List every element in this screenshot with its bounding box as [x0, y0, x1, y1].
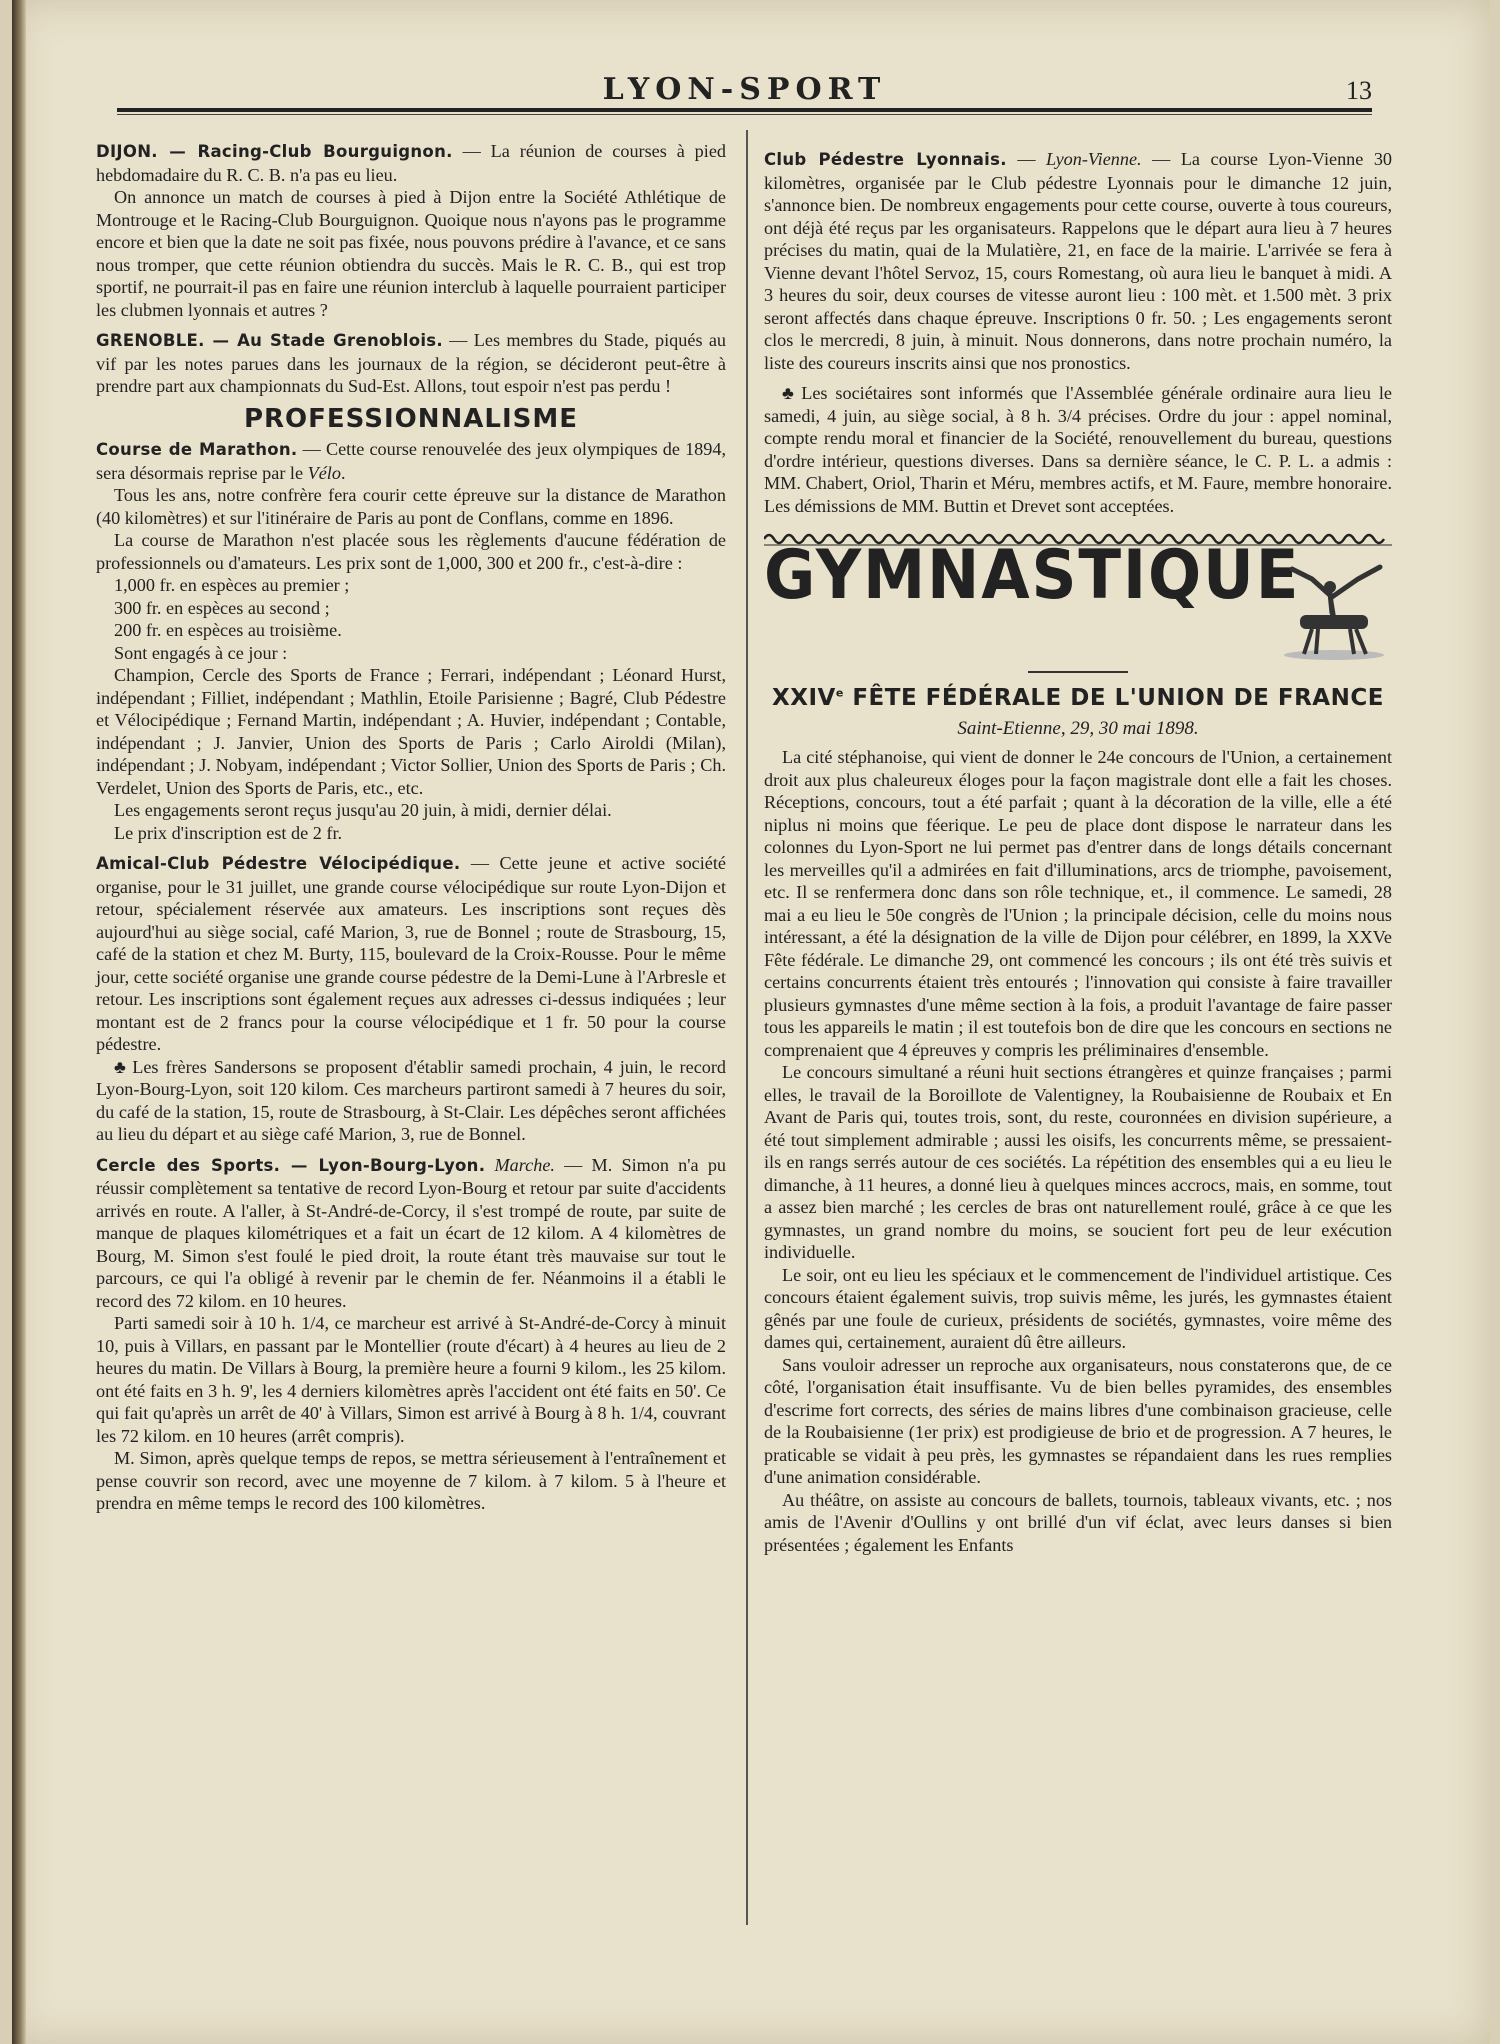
marathon-paragraph-5: Champion, Cercle des Sports de France ; Ferrari, indépendant ; Léonard Hurst, indépendant ; Filliet, indépendant ; Mathlin, Etoile Parisienne ; Bagré, Club Pédestre et Vélocipédique ; Fernand Martin, indépendant ; A. Huvier, indépendant ; Contable, indépendant ; J. Janvier, Union des Sports de Paris ; Carlo Airoldi (Milan), indépendant ; J. Nobyam, indépendant ; Victor Sollier, Union des Sports de Paris ; Ch. Verdelet, Union des Sports de Paris, etc., etc. [96, 665, 726, 798]
newspaper-page [12, 0, 1490, 2044]
left-column [96, 140, 726, 1515]
cercle-text: — M. Simon n'a pu réussir complètement sa tentative de record Lyon-Bourg et retour par suite d'accidents arrivés en route. A l'aller, à St-André-de-Corcy, il s'est trompé de route, par suite de manque de plaques kilométriques et a fait un écart de 12 kilom. A 4 kilomètres de Bourg, M. Simon s'est foulé le pied droit, la route étant très mauvaise sur tout le parcours, ce qui l'a obligé à revenir par le chemin de fer. Néanmoins il a établi le record des 72 kilom. en 10 heures. [96, 1154, 727, 1311]
cercle-paragraph-2: Parti samedi soir à 10 h. 1/4, ce marcheur est arrivé à St-André-de-Corcy à minuit 10, puis à Villars, en passant par le Montellier (route d'écart) à 4 heures au lieu de 2 heures du matin. De Villars à Bourg, la première heure a fourni 9 kilom., les 25 kilom. ont été faits en 3 h. 9', les 4 derniers kilomètres après l'accident ont été faits en 50'. Ce qui fait qu'après un arrêt de 40' à Villars, Simon est arrivé à Bourg à 8 h. 1/4, couvrant les 72 kilom. en 10 heures (arrêt compris). [96, 1313, 726, 1446]
amical-heading: Amical-Club Pédestre Vélocipédique. [96, 854, 461, 873]
fete-paragraph-1: La cité stéphanoise, qui vient de donner le 24e concours de l'Union, a certainement droit aux plus chaleureux éloges pour la façon magistrale dont elle a fait les choses. Réceptions, concours, tout a été parfait ; quant à la décoration de la ville, elle a été niplus ni moins que féerique. Le peu de place dont dispose le narrateur dans les colonnes du Lyon-Sport ne lui permet pas d'entrer dans de longs détails concernant les merveilles qu'il a admirées en fait d'illuminations, arcs de triomphe, pavoisement, etc. Il se renfermera donc dans son rôle technique, et., il commence. Le samedi, 28 mai a eu lieu le 50e congrès de l'Union ; la principale décision, celle du moins nous intéressant, a été la désignation de la ville de Dijon pour célébrer, en 1899, la XXVe Fête fédérale. Le dimanche 29, ont commencé les concours ; ils ont été très suivis et certains concurrents étaient très entourés ; l'innovation qui consiste à faire travailler plusieurs gymnastes d'une même section à la fois, a produit l'avantage de faire passer tous les appareils le matin ; il est toutefois bon de dire que les concours en sections ne comprenaient que 4 épreuves y compris les préliminaires d'ensemble. [764, 747, 1392, 1060]
right-column [764, 148, 1392, 1556]
fete-paragraph-3: Le soir, ont eu lieu les spéciaux et le commencement de l'individuel artistique. Ces concours étaient également suivis, trop suivis même, les jurés, les gymnastes étaient gênés par une foule de curieux, présidents de sociétés, gymnastes, voire même des dames qui, certainement, auraient dû être ailleurs. [764, 1264, 1392, 1352]
grenoble-paragraph [96, 329, 726, 398]
cercle-paragraph [96, 1154, 726, 1313]
gymnast-on-pommel-horse-icon [1272, 557, 1392, 662]
section-title-professionnalisme: PROFESSIONNALISME [243, 403, 578, 434]
page-number: 13 [1346, 76, 1372, 105]
header-rule-thin [117, 114, 1372, 115]
fete-paragraph-5: Au théâtre, on assiste au concours de ballets, tournois, tableaux vivants, etc. ; nos amis de l'Avenir d'Oullins y ont brillé d'un vif éclat, avec leurs danses si bien présentées ; également les Enfants [764, 1489, 1392, 1555]
fete-title [764, 687, 1392, 710]
fete-title-sup: e [835, 686, 844, 700]
amical-paragraph-2 [96, 1056, 726, 1146]
header-rule [117, 108, 1372, 112]
section-title-gymnastique: GYMNASTIQUE [764, 536, 1301, 615]
prize-item: 200 fr. en espèces au troisième. [114, 620, 342, 640]
column-divider [746, 130, 748, 1925]
prize-item: 300 fr. en espèces au second ; [114, 597, 330, 618]
marathon-paragraph-7: Le prix d'inscription est de 2 fr. [114, 822, 343, 843]
cpl-text-2: Les sociétaires sont informés que l'Assemblée générale ordinaire aura lieu le samedi, 4 juin, au siège social, à 8 h. 3/4 précises. Ordre du jour : appel nominal, compte rendu moral et financier de la Société, renouvellement du bureau, questions d'ordre intérieur, questions diverses. Dans sa dernière séance, le C. P. L. a admis : MM. Chabert, Oriol, Tharin et Méru, membres actifs, et M. Faure, membre honoraire. Les démissions de MM. Buttin et Drevet sont acceptées. [764, 383, 1392, 516]
club-ornament-icon: ♣ [782, 383, 798, 403]
fete-title-roman: XXIV [772, 685, 836, 711]
marathon-text: — Cette course renouvelée des jeux olympiques de 1894, sera désormais reprise par le [96, 439, 727, 483]
club-ornament-icon: ♣ [114, 1056, 129, 1077]
fete-paragraph-2: Le concours simultané a réuni huit sections étrangères et quinze françaises ; parmi elles, le travail de la Boroillote de Valentigney, la Roubaisienne de Roubaix et En Avant de Paris qui, toutes trois, sont, du reste, couronnées en division supérieure, a été tout simplement admirable ; aussi les oisifs, les concurrents même, se pressaient-ils en rangs serrés autour de ces sociétés. La répétition des ensembles qui a eu lieu le dimanche, à 11 heures, a donné lieu à quelques minces accrocs, mais, en somme, tout a assez bien marché ; les cercles de bras ont naturellement roulé, grâce à ce que les gymnastes, un grand nombre du moins, se soucient fort peu de leur exécution individuelle. [764, 1062, 1392, 1262]
dijon-text: — La réunion de courses à pied hebdomadaire du R. C. B. n'a pas eu lieu. [96, 141, 726, 185]
marathon-paragraph-6: Les engagements seront reçus jusqu'au 20 juin, à midi, dernier délai. [114, 800, 612, 820]
marathon-text-end: . [340, 462, 346, 483]
marathon-paragraph-3: La course de Marathon n'est placée sous les règlements d'aucune fédération de professionnels ou d'amateurs. Les prix sont de 1,000, 300 et 200 fr., c'est-à-dire : [96, 530, 726, 573]
marathon-paragraph-2: Tous les ans, notre confrère fera courir cette épreuve sur la distance de Marathon (40 kilomètres) et sur l'itinéraire de Paris au pont de Conflans, comme en 1896. [96, 485, 726, 528]
gymnastique-banner [764, 536, 1392, 667]
dijon-heading: DIJON. — Racing-Club Bourguignon. [96, 142, 453, 161]
fete-title-text: FÊTE FÉDÉRALE DE L'UNION DE FRANCE [843, 685, 1384, 711]
cpl-paragraph-2 [764, 382, 1392, 517]
grenoble-text: — Les membres du Stade, piqués au vif par les notes parues dans les journaux de la région, se décideront peut-être à prendre part aux championnats du Sud-Est. Allons, tout espoir n'est pas perdu ! [96, 330, 726, 396]
amical-text: — Cette jeune et active société organise, pour le 31 juillet, une grande course vélocipédique sur route Lyon-Dijon et retour, spécialement réservée aux amateurs. Les inscriptions sont reçues dès aujourd'hui au siège social, café Marion, 3, rue de Bonnel ; route de Strasbourg, 15, café de la station et chez M. Burty, 115, boulevard de la Croix-Rousse. Pour le même jour, cette société organise une grande course pédestre de la Demi-Lune à l'Arbresle et retour. Les inscriptions sont également reçues aux adresses ci-dessus indiquées ; leur montant est de 2 francs pour la course vélocipédique et 1 fr. 50 pour la course pédestre. [96, 853, 727, 1054]
cercle-paragraph-3: M. Simon, après quelque temps de repos, se mettra sérieusement à l'entraînement et pense couvrir son record, avec une moyenne de 7 kilom. à 7 kilom. 5 à l'heure et prendra en même temps le record des 100 kilomètres. [96, 1448, 726, 1513]
amical-paragraph [96, 852, 726, 1056]
fete-subtitle: Saint-Etienne, 29, 30 mai 1898. [957, 717, 1199, 739]
cercle-heading: Cercle des Sports. — Lyon-Bourg-Lyon. [96, 1155, 486, 1175]
marathon-heading: Course de Marathon. [96, 440, 298, 459]
fete-paragraph-4: Sans vouloir adresser un reproche aux organisateurs, nous constaterons que, de ce côté, l'organisation était insuffisante. Vu de bien belles pyramides, des ensembles d'escrime fort corrects, des séries de mains libres d'une combinaison gracieuse, celle de la Roubaisienne (1er prix) est prodigieuse de brio et de progression. A 7 heures, le praticable se vidait à peu près, les gymnastes se répandaient dans les rues remplies d'une animation considérable. [764, 1354, 1392, 1487]
grenoble-heading: GRENOBLE. — Au Stade Grenoblois. [96, 331, 443, 350]
cercle-marche: Marche. [494, 1154, 555, 1175]
title-rule [1028, 671, 1128, 673]
marathon-paragraph-4: Sont engagés à ce jour : [114, 642, 288, 663]
amical-text-2: Les frères Sandersons se proposent d'établir samedi prochain, 4 juin, le record Lyon-Bourg-Lyon, soit 120 kilom. Ces marcheurs partiront samedi à 7 heures du soir, du café de la station, 15, route de Strasbourg, à St-Clair. Les dépêches seront affichées au lieu du départ et au siège café Marion, 3, rue de Bonnel. [96, 1056, 727, 1144]
cpl-text: — La course Lyon-Vienne 30 kilomètres, organisée par le Club pédestre Lyonnais pour le dimanche 12 juin, s'annonce bien. De nombreux engagements pour cette course, ouverte à tous coureurs, ont déjà été reçus par les organisateurs. Rappelons que le départ aura lieu à 7 heures précises du matin, quai de la Mulatière, 21, en face de la mairie. L'arrivée se fera à Vienne devant l'hôtel Servoz, 15, cours Romestang, où aura lieu le banquet à midi. A 3 heures du soir, deux courses de vitesse auront lieu : 100 mèt. et 1.500 mèt. 3 prix seront affectés dans chaque épreuve. Inscriptions 0 fr. 50. ; Les engagements seront clos le mercredi, 8 juin, à minuit. Nous donnerons, dans notre prochain numéro, la liste des coureurs inscrits ainsi que nos pronostics. [764, 149, 1393, 373]
page-header [117, 68, 1372, 112]
masthead-title: LYON-SPORT [602, 72, 887, 107]
binding-spine [12, 0, 26, 2044]
cpl-paragraph: Club Pédestre Lyonnais. — Lyon-Vienne. — La course Lyon-Vienne 30 kilomètres, organisée par le Club pédestre Lyonnais pour le dimanche 12 juin, s'annonce bien. De nombreux engagements pour cette course, ouverte à tous coureurs, ont déjà été reçus par les organisateurs. Rappelons que le départ aura lieu à 7 heures précises du matin, quai de la Mulatière, 21, en face de la mairie. L'arrivée se fera à Vienne devant l'hôtel Servoz, 15, cours Romestang, où aura lieu le banquet à midi. A 3 heures du soir, deux courses de vitesse auront lieu : 100 mèt. et 1.500 mèt. 3 prix seront affectés dans chaque épreuve. Inscriptions 0 fr. 50. ; Les engagements seront clos le mercredi, 8 juin, à minuit. Nous donnerons, dans notre prochain numéro, la liste des coureurs inscrits ainsi que nos pronostics. [764, 149, 1393, 373]
cpl-lyon-vienne: Lyon-Vienne. [1046, 149, 1142, 169]
prize-item: 1,000 fr. en espèces au premier ; [114, 575, 350, 595]
marathon-paragraph [96, 438, 726, 484]
cpl-heading: Club Pédestre Lyonnais. [764, 150, 1007, 169]
dijon-paragraph [96, 140, 726, 186]
velo-title: Vélo [307, 462, 341, 483]
dijon-paragraph-2: On annonce un match de courses à pied à Dijon entre la Société Athlétique de Montrouge et le Racing-Club Bourguignon. Quoique nous n'ayons pas le programme encore et bien que la date ne soit pas fixée, nous pouvons prédire à l'avance, et ce sans nous tromper, que cette réunion obtiendra du succès. Mais le R. C. B., qui est trop sportif, ne pourrait-il pas en faire une réunion interclub à laquelle pourraient participer les clubmen lyonnais et autres ? [96, 187, 726, 320]
